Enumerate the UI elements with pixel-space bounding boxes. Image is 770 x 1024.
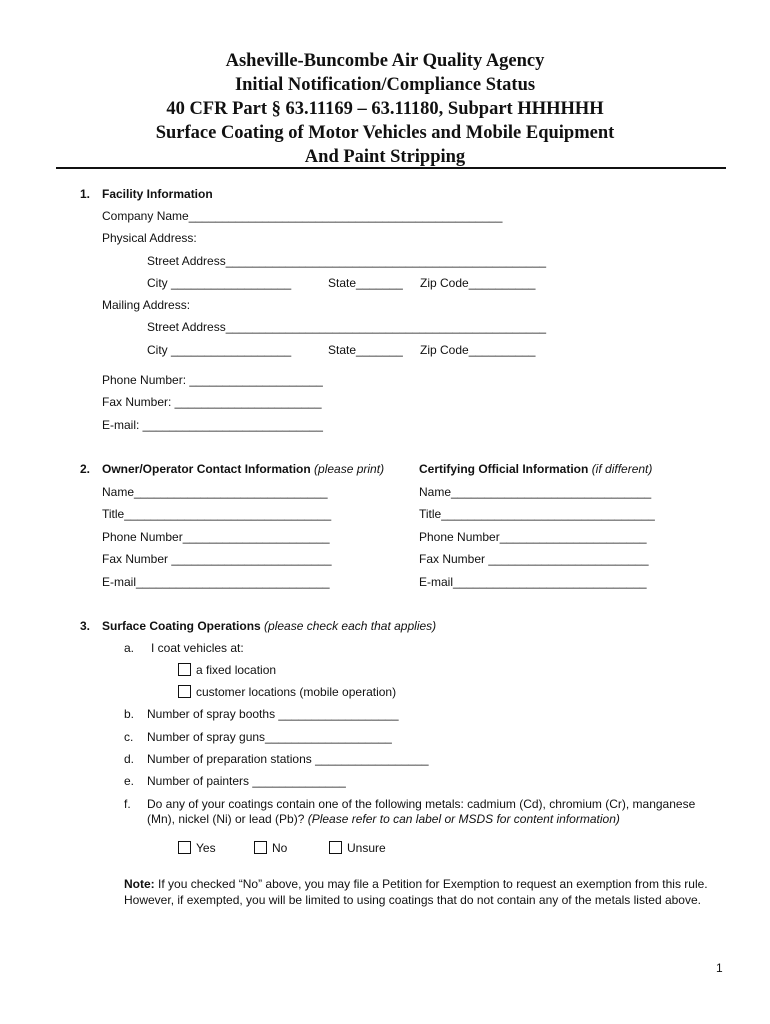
section3-title: Surface Coating Operations [102,619,261,633]
section1-number: 1. [80,187,91,201]
subject-line-2: And Paint Stripping [304,147,466,167]
form-header [0,49,770,169]
certifying-official-heading [419,462,652,476]
section3-number: 3. [80,619,91,633]
metals-yes-checkbox[interactable] [178,841,191,854]
metals-no-label: No [272,841,288,855]
company-name-field[interactable]: Company Name_______________________________________________ [102,209,503,223]
mailing-zip-field[interactable]: Zip Code__________ [420,343,536,357]
section2-number: 2. [80,462,91,476]
metals-no-option[interactable] [254,841,287,855]
section1-heading: Facility Information [102,187,213,201]
metals-unsure-label: Unsure [347,841,386,855]
owner-operator-heading [102,462,384,476]
owner-operator-title: Owner/Operator Contact Information [102,462,311,476]
metals-question-text: (Mn), nickel (Ni) or lead (Pb)? [147,812,305,826]
spray-guns-field[interactable]: Number of spray guns___________________ [147,730,392,744]
exemption-note [124,877,724,908]
metals-unsure-checkbox[interactable] [329,841,342,854]
section3-heading [102,619,436,633]
fixed-location-option[interactable] [178,663,276,677]
item-f-letter: f. [124,797,131,811]
official-phone-field[interactable]: Phone Number______________________ [419,530,647,544]
metals-yes-label: Yes [196,841,216,855]
certifying-official-note: (if different) [591,462,653,476]
physical-city-field[interactable]: City __________________ [147,276,292,290]
owner-operator-note: (please print) [314,462,385,476]
note-text: If you checked “No” above, you may file a Petition for Exemption to request an exemption from this rule. However, if exempted, you will be limited to using coatings that do not contain any of the metals listed above. [124,877,708,907]
official-title-field[interactable]: Title________________________________ [419,507,655,521]
facility-email-field[interactable]: E-mail: ___________________________ [102,418,323,432]
owner-email-field[interactable]: E-mail_____________________________ [102,575,330,589]
painters-field[interactable]: Number of painters ______________ [147,774,346,788]
note-label: Note: [124,877,155,891]
owner-fax-field[interactable]: Fax Number ________________________ [102,552,332,566]
agency-name: Asheville-Buncombe Air Quality Agency [225,51,545,71]
mobile-operation-checkbox[interactable] [178,685,191,698]
item-e-letter: e. [124,774,135,788]
form-title: Initial Notification/Compliance Status [234,75,536,95]
page-number: 1 [716,961,723,975]
mobile-operation-label: customer locations (mobile operation) [196,685,397,699]
facility-phone-field[interactable]: Phone Number: ____________________ [102,373,323,387]
physical-zip-field[interactable]: Zip Code__________ [420,276,536,290]
preparation-stations-field[interactable]: Number of preparation stations _________________ [147,752,429,766]
metals-yes-option[interactable] [178,841,216,855]
metals-no-checkbox[interactable] [254,841,267,854]
certifying-official-title: Certifying Official Information [419,462,589,476]
facility-fax-field[interactable]: Fax Number: ______________________ [102,395,322,409]
fixed-location-label: a fixed location [196,663,277,677]
subject-line-1: Surface Coating of Motor Vehicles and Mobile Equipment [155,123,615,143]
owner-name-field[interactable]: Name_____________________________ [102,485,328,499]
mailing-state-field[interactable]: State_______ [328,343,403,357]
mobile-operation-option[interactable] [178,685,396,699]
physical-state-field[interactable]: State_______ [328,276,403,290]
section3-note: (please check each that applies) [264,619,437,633]
regulation-citation: 40 CFR Part § 63.11169 – 63.11180, Subpart HHHHHH [166,99,604,119]
owner-title-field[interactable]: Title_______________________________ [102,507,332,521]
spray-booths-field[interactable]: Number of spray booths __________________ [147,707,399,721]
item-a-letter: a. [124,641,135,655]
mailing-address-label: Mailing Address: [102,298,191,312]
item-d-letter: d. [124,752,135,766]
metals-question-line1: Do any of your coatings contain one of the following metals: cadmium (Cd), chromium (Cr), manganese [147,797,696,811]
physical-street-field[interactable]: Street Address________________________________________________ [147,254,547,268]
metals-unsure-option[interactable] [329,841,386,855]
metals-question-line2 [147,812,620,826]
mailing-street-field[interactable]: Street Address________________________________________________ [147,320,547,334]
item-a-text: I coat vehicles at: [151,641,244,655]
mailing-city-field[interactable]: City __________________ [147,343,292,357]
official-fax-field[interactable]: Fax Number ________________________ [419,552,649,566]
physical-address-label: Physical Address: [102,231,197,245]
official-email-field[interactable]: E-mail_____________________________ [419,575,647,589]
item-c-letter: c. [124,730,134,744]
owner-phone-field[interactable]: Phone Number______________________ [102,530,330,544]
item-b-letter: b. [124,707,135,721]
official-name-field[interactable]: Name______________________________ [419,485,652,499]
metals-question-hint: (Please refer to can label or MSDS for content information) [307,812,620,826]
header-divider [56,167,726,169]
fixed-location-checkbox[interactable] [178,663,191,676]
